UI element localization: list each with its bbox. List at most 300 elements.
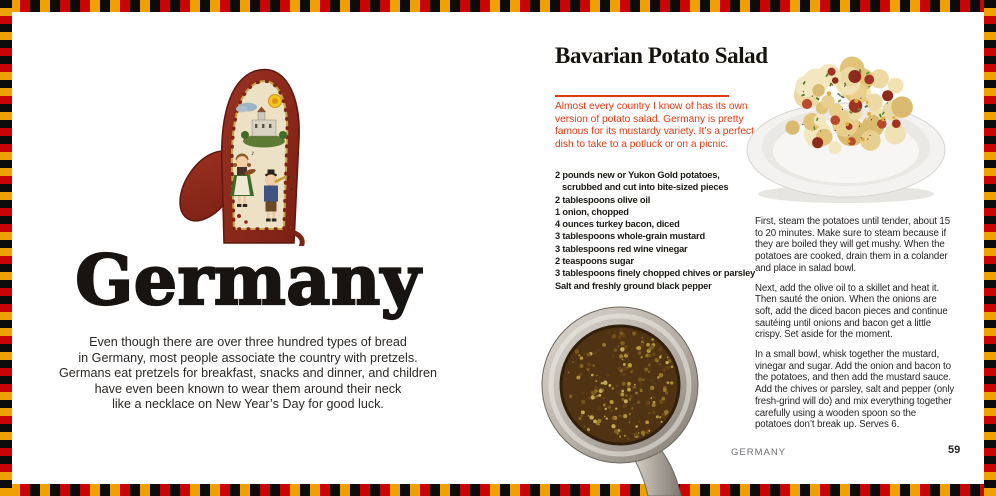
- flag-block: [360, 0, 370, 12]
- ingredient-item: 3 tablespoons red wine vinegar: [555, 243, 688, 254]
- flag-block: [290, 484, 300, 496]
- flag-block: [984, 0, 996, 8]
- flag-block: [984, 456, 996, 464]
- flag-block: [160, 0, 170, 12]
- flag-block: [430, 0, 440, 12]
- flag-block: [60, 0, 70, 12]
- flag-block: [380, 484, 390, 496]
- flag-block: [150, 0, 160, 12]
- flag-block: [790, 484, 800, 496]
- flag-block: [570, 0, 580, 12]
- flag-block: [710, 0, 720, 12]
- flag-block: [300, 0, 310, 12]
- flag-block: [984, 416, 996, 424]
- flag-block: [370, 0, 380, 12]
- flag-block: [580, 0, 590, 12]
- flag-block: [150, 484, 160, 496]
- flag-block: [300, 484, 310, 496]
- flag-block: [490, 484, 500, 496]
- flag-block: [0, 232, 12, 240]
- flag-block: [984, 104, 996, 112]
- flag-block: [0, 224, 12, 232]
- flag-block: [80, 0, 90, 12]
- flag-block: [240, 484, 250, 496]
- flag-block: [340, 0, 350, 12]
- flag-block: [984, 152, 996, 160]
- flag-block: [180, 0, 190, 12]
- flag-block: [140, 484, 150, 496]
- oven-mitt-photo: [176, 56, 318, 246]
- flag-block: [850, 484, 860, 496]
- flag-block: [984, 384, 996, 392]
- instruction-step: Next, add the olive oil to a skillet and heat it. Then sauté the onion. When the onions are soft, add the diced bacon pieces and continue sautéing until onions and bacon get a little crispy. Set aside for the moment.: [755, 282, 948, 341]
- flag-block: [970, 0, 980, 12]
- flag-block: [130, 484, 140, 496]
- flag-block: [890, 0, 900, 12]
- flag-block: [40, 484, 50, 496]
- flag-block: [0, 480, 12, 488]
- flag-block: [0, 144, 12, 152]
- flag-block: [70, 0, 80, 12]
- chapter-intro-line: have even been known to wear them around their neck: [94, 381, 402, 396]
- flag-block: [984, 256, 996, 264]
- flag-border-right: [984, 0, 996, 496]
- svg-text:♪: ♪: [286, 173, 290, 182]
- flag-block: [0, 104, 12, 112]
- flag-block: [984, 160, 996, 168]
- flag-block: [0, 128, 12, 136]
- flag-block: [370, 484, 380, 496]
- chapter-intro-line: like a necklace on New Year’s Day for good luck.: [112, 397, 384, 411]
- flag-block: [890, 484, 900, 496]
- flag-block: [600, 0, 610, 12]
- chapter-intro-line: Even though there are over three hundred types of bread: [89, 335, 407, 349]
- flag-block: [984, 440, 996, 448]
- flag-block: [810, 0, 820, 12]
- flag-block: [460, 484, 470, 496]
- flag-block: [280, 0, 290, 12]
- flag-block: [210, 0, 220, 12]
- flag-block: [490, 0, 500, 12]
- flag-block: [210, 484, 220, 496]
- flag-block: [410, 0, 420, 12]
- flag-block: [250, 484, 260, 496]
- flag-border-bottom: [0, 484, 996, 496]
- flag-block: [0, 80, 12, 88]
- flag-block: [830, 484, 840, 496]
- svg-text:♪: ♪: [290, 186, 294, 193]
- chapter-intro-line: in Germany, most people associate the country with pretzels.: [78, 350, 418, 365]
- flag-block: [260, 484, 270, 496]
- chapter-intro-line: Germans eat pretzels for breakfast, snacks and dinner, and children: [58, 366, 437, 380]
- flag-block: [984, 224, 996, 232]
- page-number: 59: [948, 444, 961, 456]
- flag-block: [800, 0, 810, 12]
- flag-block: [330, 0, 340, 12]
- flag-block: [510, 0, 520, 12]
- flag-block: [970, 484, 980, 496]
- flag-block: [984, 288, 996, 296]
- flag-block: [690, 0, 700, 12]
- flag-block: [910, 0, 920, 12]
- flag-block: [0, 440, 12, 448]
- flag-block: [250, 0, 260, 12]
- flag-block: [984, 80, 996, 88]
- flag-block: [0, 72, 12, 80]
- flag-block: [920, 484, 930, 496]
- flag-block: [620, 0, 630, 12]
- flag-block: [880, 0, 890, 12]
- flag-block: [720, 484, 730, 496]
- flag-block: [0, 24, 12, 32]
- flag-block: [290, 0, 300, 12]
- flag-block: [390, 0, 400, 12]
- flag-block: [984, 400, 996, 408]
- instructions: [755, 216, 955, 439]
- flag-block: [984, 216, 996, 224]
- flag-block: [840, 484, 850, 496]
- flag-block: [350, 0, 360, 12]
- flag-block: [720, 0, 730, 12]
- flag-block: [350, 484, 360, 496]
- flag-block: [984, 240, 996, 248]
- flag-block: [0, 88, 12, 96]
- flag-block: [800, 484, 810, 496]
- flag-block: [310, 484, 320, 496]
- flag-block: [760, 0, 770, 12]
- flag-block: [100, 484, 110, 496]
- flag-block: [0, 32, 12, 40]
- flag-block: [450, 484, 460, 496]
- flag-block: [30, 484, 40, 496]
- flag-border-top: [0, 0, 996, 12]
- flag-block: [590, 0, 600, 12]
- flag-block: [160, 484, 170, 496]
- flag-block: [770, 0, 780, 12]
- flag-block: [470, 484, 480, 496]
- flag-block: [984, 40, 996, 48]
- flag-block: [120, 484, 130, 496]
- flag-block: [850, 0, 860, 12]
- flag-block: [200, 0, 210, 12]
- flag-block: [670, 0, 680, 12]
- flag-block: [500, 0, 510, 12]
- flag-block: [984, 88, 996, 96]
- flag-block: [984, 64, 996, 72]
- flag-block: [920, 0, 930, 12]
- flag-block: [190, 484, 200, 496]
- flag-block: [984, 408, 996, 416]
- flag-block: [650, 0, 660, 12]
- flag-block: [0, 56, 12, 64]
- flag-block: [780, 484, 790, 496]
- recipe-title: Bavarian Potato Salad: [555, 43, 768, 68]
- flag-block: [0, 216, 12, 224]
- flag-block: [760, 484, 770, 496]
- flag-block: [480, 484, 490, 496]
- flag-block: [0, 112, 12, 120]
- flag-block: [984, 16, 996, 24]
- flag-block: [984, 280, 996, 288]
- flag-block: [860, 484, 870, 496]
- flag-block: [380, 0, 390, 12]
- flag-block: [984, 424, 996, 432]
- flag-block: [70, 484, 80, 496]
- flag-block: [530, 0, 540, 12]
- flag-block: [984, 344, 996, 352]
- flag-block: [270, 484, 280, 496]
- flag-block: [984, 72, 996, 80]
- ingredient-item: 2 teaspoons sugar: [555, 256, 634, 267]
- flag-block: [640, 0, 650, 12]
- flag-block: [960, 0, 970, 12]
- flag-block: [500, 484, 510, 496]
- flag-block: [740, 484, 750, 496]
- flag-block: [984, 368, 996, 376]
- ingredient-item: scrubbed and cut into bite-sized pieces: [562, 182, 729, 193]
- flag-block: [984, 328, 996, 336]
- flag-block: [984, 168, 996, 176]
- flag-block: [984, 232, 996, 240]
- flag-block: [270, 0, 280, 12]
- flag-block: [260, 0, 270, 12]
- flag-block: [984, 432, 996, 440]
- flag-block: [810, 484, 820, 496]
- flag-block: [730, 0, 740, 12]
- flag-block: [230, 484, 240, 496]
- flag-block: [900, 484, 910, 496]
- flag-block: [400, 484, 410, 496]
- ingredient-item: 4 ounces turkey bacon, diced: [555, 219, 680, 230]
- flag-block: [0, 416, 12, 424]
- flag-block: [480, 0, 490, 12]
- flag-block: [984, 392, 996, 400]
- ingredient-item: 2 tablespoons olive oil: [555, 194, 651, 205]
- flag-block: [0, 96, 12, 104]
- recipe-intro-line: dish to take to a potluck or on a picnic.: [555, 139, 729, 151]
- potato-salad-photo: [742, 30, 955, 210]
- flag-block: [30, 0, 40, 12]
- flag-block: [0, 48, 12, 56]
- flag-block: [60, 484, 70, 496]
- flag-block: [880, 484, 890, 496]
- flag-block: [900, 0, 910, 12]
- ingredient-list: [555, 169, 755, 292]
- flag-block: [950, 484, 960, 496]
- flag-block: [984, 176, 996, 184]
- flag-block: [40, 0, 50, 12]
- ingredient-item: Salt and freshly ground black pepper: [555, 280, 712, 291]
- flag-block: [340, 484, 350, 496]
- flag-block: [0, 200, 12, 208]
- flag-block: [180, 484, 190, 496]
- flag-block: [50, 0, 60, 12]
- flag-block: [240, 0, 250, 12]
- flag-block: [750, 0, 760, 12]
- flag-block: [0, 184, 12, 192]
- flag-block: [20, 484, 30, 496]
- flag-block: [0, 448, 12, 456]
- flag-block: [540, 0, 550, 12]
- flag-block: [0, 176, 12, 184]
- flag-block: [110, 0, 120, 12]
- flag-block: [0, 16, 12, 24]
- flag-block: [984, 272, 996, 280]
- flag-block: [0, 160, 12, 168]
- flag-block: [740, 0, 750, 12]
- flag-block: [984, 128, 996, 136]
- flag-block: [984, 472, 996, 480]
- chapter-intro: [0, 335, 496, 413]
- flag-block: [0, 488, 12, 496]
- flag-block: [660, 0, 670, 12]
- flag-block: [984, 200, 996, 208]
- flag-block: [0, 424, 12, 432]
- flag-block: [450, 0, 460, 12]
- flag-block: [330, 484, 340, 496]
- flag-block: [0, 168, 12, 176]
- flag-block: [820, 0, 830, 12]
- flag-block: [440, 484, 450, 496]
- flag-block: [100, 0, 110, 12]
- flag-block: [780, 0, 790, 12]
- flag-block: [220, 484, 230, 496]
- flag-block: [0, 0, 12, 8]
- flag-block: [984, 48, 996, 56]
- flag-block: [560, 0, 570, 12]
- flag-block: [930, 0, 940, 12]
- flag-block: [320, 0, 330, 12]
- flag-block: [984, 24, 996, 32]
- flag-block: [984, 184, 996, 192]
- chapter-title: Germany: [75, 241, 421, 321]
- instruction-step: First, steam the potatoes until tender, about 15 to 20 minutes. Make sure to steam because if they are boiled they will get mushy. When the potatoes are cooked, drain them in a colander and place in salad bowl.: [755, 216, 950, 274]
- ingredient-item: 3 tablespoons finely chopped chives or parsley: [555, 268, 756, 279]
- flag-block: [80, 484, 90, 496]
- flag-block: [610, 0, 620, 12]
- flag-block: [820, 484, 830, 496]
- flag-block: [984, 248, 996, 256]
- flag-block: [510, 484, 520, 496]
- flag-block: [984, 96, 996, 104]
- flag-block: [910, 484, 920, 496]
- flag-block: [0, 432, 12, 440]
- flag-block: [460, 0, 470, 12]
- flag-block: [984, 480, 996, 488]
- flag-block: [984, 32, 996, 40]
- flag-block: [930, 484, 940, 496]
- flag-block: [50, 484, 60, 496]
- flag-block: [750, 484, 760, 496]
- flag-block: [630, 0, 640, 12]
- flag-block: [470, 0, 480, 12]
- flag-block: [840, 0, 850, 12]
- flag-block: [0, 464, 12, 472]
- flag-block: [984, 464, 996, 472]
- flag-block: [984, 320, 996, 328]
- flag-block: [140, 0, 150, 12]
- flag-block: [200, 484, 210, 496]
- flag-block: [0, 192, 12, 200]
- flag-block: [410, 484, 420, 496]
- flag-block: [984, 192, 996, 200]
- flag-block: [230, 0, 240, 12]
- flag-block: [984, 56, 996, 64]
- flag-block: [984, 264, 996, 272]
- flag-block: [0, 472, 12, 480]
- flag-block: [984, 296, 996, 304]
- flag-block: [190, 0, 200, 12]
- ingredient-item: 3 tablespoons whole-grain mustard: [555, 231, 705, 242]
- flag-block: [984, 112, 996, 120]
- flag-block: [984, 352, 996, 360]
- flag-block: [984, 376, 996, 384]
- svg-text:♪: ♪: [251, 150, 255, 157]
- flag-block: [870, 484, 880, 496]
- flag-block: [170, 0, 180, 12]
- flag-block: [0, 64, 12, 72]
- flag-block: [0, 40, 12, 48]
- flag-block: [170, 484, 180, 496]
- flag-block: [940, 0, 950, 12]
- flag-block: [130, 0, 140, 12]
- flag-block: [984, 208, 996, 216]
- flag-block: [0, 208, 12, 216]
- flag-block: [220, 0, 230, 12]
- flag-block: [420, 0, 430, 12]
- flag-block: [700, 0, 710, 12]
- flag-block: [984, 448, 996, 456]
- flag-block: [680, 0, 690, 12]
- flag-block: [280, 484, 290, 496]
- flag-block: [984, 304, 996, 312]
- recipe-intro-line: famous for its mustardy variety. It’s a perfect: [555, 126, 754, 138]
- flag-block: [120, 0, 130, 12]
- flag-block: [730, 484, 740, 496]
- flag-block: [390, 484, 400, 496]
- flag-block: [830, 0, 840, 12]
- flag-block: [950, 0, 960, 12]
- ingredient-item: 1 onion, chopped: [555, 206, 629, 217]
- flag-block: [0, 152, 12, 160]
- flag-block: [940, 484, 950, 496]
- flag-block: [420, 484, 430, 496]
- recipe-intro-line: version of potato salad. Germany is pretty: [555, 113, 744, 125]
- recipe-intro: [555, 101, 754, 152]
- flag-block: [984, 488, 996, 496]
- instruction-step: In a small bowl, whisk together the mustard, vinegar and sugar. Add the onion and bacon to the potatoes, and then add the mustard sauce. Add the chives or parsley, salt and pepper (only fresh-grind will do) and mix everything together carefully using a wooden spoon so the potatoes don’t break up. Serves 6.: [755, 349, 955, 431]
- flag-block: [860, 0, 870, 12]
- flag-block: [984, 136, 996, 144]
- flag-block: [984, 8, 996, 16]
- flag-block: [0, 456, 12, 464]
- footer-chapter-label: GERMANY: [731, 447, 787, 458]
- flag-block: [550, 0, 560, 12]
- flag-block: [770, 484, 780, 496]
- flag-block: [110, 484, 120, 496]
- flag-block: [984, 120, 996, 128]
- flag-block: [984, 360, 996, 368]
- flag-block: [984, 144, 996, 152]
- flag-block: [310, 0, 320, 12]
- ingredient-item: 2 pounds new or Yukon Gold potatoes,: [555, 170, 720, 180]
- flag-block: [0, 8, 12, 16]
- accent-rule: [555, 95, 729, 97]
- flag-block: [984, 312, 996, 320]
- recipe-intro-line: Almost every country I know of has its own: [555, 101, 748, 112]
- flag-block: [360, 484, 370, 496]
- flag-block: [20, 0, 30, 12]
